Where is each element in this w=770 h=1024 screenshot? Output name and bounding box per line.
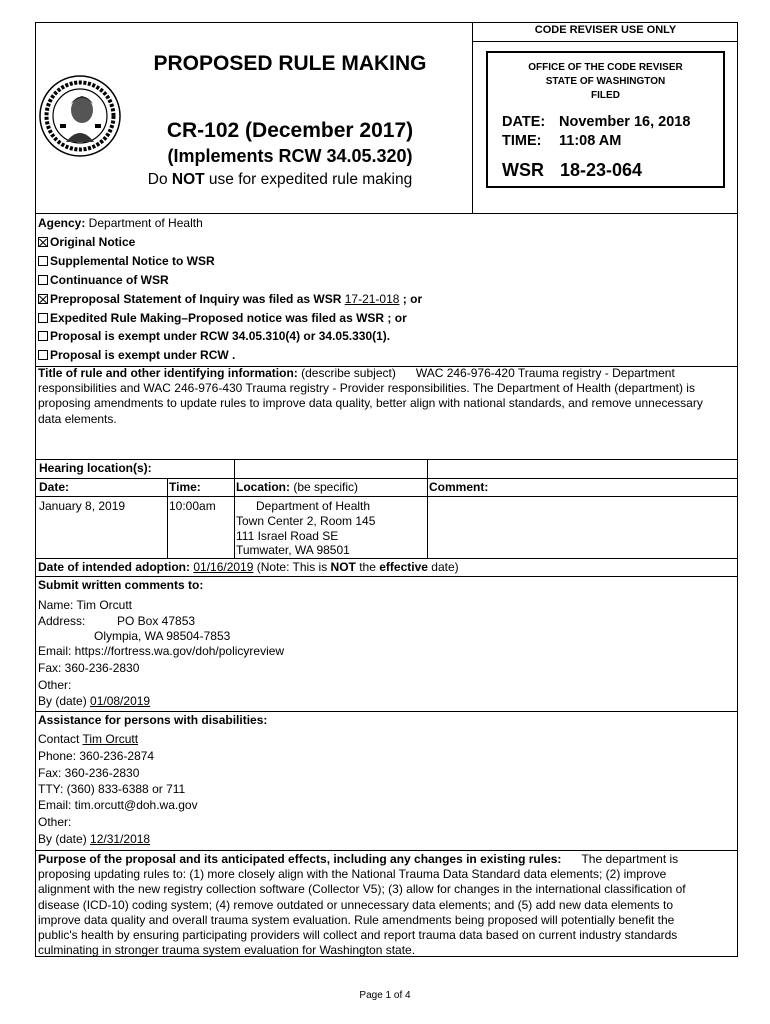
contact-label: Contact: [38, 732, 83, 746]
filing-office-line: OFFICE OF THE CODE REVISER: [528, 62, 683, 73]
checkbox-checked-icon[interactable]: [38, 294, 48, 304]
purpose-text: alignment with the new registry collection software (Collector V5); (3) allow for changes in the international classification of: [38, 882, 686, 897]
adoption-label: Date of intended adoption:: [38, 560, 190, 574]
header-divider: [472, 22, 473, 214]
assistance-email: Email: tim.orcutt@doh.wa.gov: [38, 798, 198, 812]
title-of-rule-text: proposing amendments to update rules to improve data quality, better align with national standards, and remove unnecessary: [38, 396, 703, 411]
hearing-col-date: Date:: [39, 480, 70, 494]
adoption-date: 01/16/2019: [193, 560, 254, 574]
form-title: PROPOSED RULE MAKING: [153, 52, 427, 75]
adoption-note: date): [427, 560, 459, 574]
checkbox-original-notice[interactable]: [38, 235, 135, 250]
form-note: [100, 171, 460, 189]
filing-time-label: TIME:: [502, 133, 542, 149]
filing-datetime: [502, 113, 690, 151]
checkbox-label: Supplemental Notice to WSR: [50, 254, 215, 268]
state-seal-icon: [38, 74, 122, 158]
checkbox-preproposal[interactable]: [38, 292, 422, 307]
page-number: Page 1 of 4: [359, 990, 411, 1001]
filing-date: November 16, 2018: [559, 114, 691, 130]
intended-adoption: [38, 560, 459, 575]
title-of-rule-text: WAC 246-976-420 Trauma registry - Department: [415, 366, 675, 380]
checkbox-label: Proposal is exempt under RCW 34.05.310(4) or 34.05.330(1).: [50, 329, 391, 343]
row-divider: [35, 576, 738, 577]
col-divider: [427, 459, 428, 558]
hearing-location-line: Department of Health: [256, 499, 371, 513]
comments-address-line: Olympia, WA 98504-7853: [94, 629, 231, 643]
checkbox-expedited[interactable]: [38, 311, 407, 326]
checkbox-label: Original Notice: [50, 235, 136, 249]
purpose-text: improve data quality and overall trauma system evaluation. Rule amendments being proposed will potentially benefit the: [38, 912, 675, 927]
assistance-phone: Phone: 360-236-2874: [38, 749, 155, 763]
comments-name: Name: Tim Orcutt: [38, 598, 133, 612]
wsr-number: 18-23-064: [560, 160, 643, 180]
purpose-text: proposing updating rules to: (1) more closely align with the National Trauma Data Standard data elements; (2) improve: [38, 867, 667, 882]
hearing-label: Hearing location(s):: [39, 461, 152, 475]
hearing-time: 10:00am: [169, 499, 216, 513]
row-divider: [35, 459, 738, 460]
by-date-value: 01/08/2019: [90, 694, 151, 708]
filing-time: 11:08 AM: [559, 133, 622, 149]
checkbox-label: Expedited Rule Making–Proposed notice was filed as WSR ; or: [50, 311, 407, 325]
comments-address-label: Address:: [38, 614, 86, 628]
comments-by-date: [38, 694, 150, 709]
checkbox-label: ; or: [399, 292, 423, 306]
by-date-label: By (date): [38, 832, 91, 846]
comments-fax: Fax: 360-236-2830: [38, 661, 140, 675]
adoption-note: (Note: This is: [253, 560, 331, 574]
adoption-note: the: [355, 560, 380, 574]
assistance-fax: Fax: 360-236-2830: [38, 766, 140, 780]
title-of-rule-text: responsibilities and WAC 246-976-430 Trauma registry - Provider responsibilities. The Department of Health (department) is: [38, 381, 695, 396]
assistance-label: Assistance for persons with disabilities:: [38, 713, 268, 727]
assistance-by-date: [38, 832, 150, 847]
adoption-note-emphasis: NOT: [330, 560, 356, 574]
filing-stamp-box: [486, 51, 725, 188]
filing-date-label: DATE:: [502, 114, 546, 130]
title-of-rule-text: data elements.: [38, 411, 117, 426]
hearing-col-location-hint: (be specific): [290, 480, 359, 494]
by-date-label: By (date): [38, 694, 91, 708]
code-reviser-rule: [473, 41, 738, 42]
purpose-text: culminating in stronger trauma system evaluation for Washington state.: [38, 943, 416, 958]
title-of-rule-hint: (describe subject): [297, 366, 396, 380]
checkbox-label: Preproposal Statement of Inquiry was filed as WSR: [50, 292, 345, 306]
row-divider: [35, 850, 738, 851]
title-of-rule-label: Title of rule and other identifying information:: [38, 366, 298, 380]
code-reviser-label: CODE REVISER USE ONLY: [534, 24, 677, 36]
by-date-value: 12/31/2018: [90, 832, 151, 846]
checkbox-exempt-rcw[interactable]: [38, 348, 235, 363]
checkbox-unchecked-icon[interactable]: [38, 313, 48, 323]
hearing-location-line: Tumwater, WA 98501: [236, 543, 350, 557]
purpose-section: [38, 852, 738, 958]
wsr-label: WSR: [502, 160, 544, 180]
filing-office-line: STATE OF WASHINGTON: [545, 76, 666, 87]
note-text: Do: [147, 171, 172, 188]
agency-value: Department of Health: [85, 216, 203, 230]
comments-address-line: PO Box 47853: [117, 614, 196, 628]
hearing-col-location-label: Location:: [236, 480, 290, 494]
checkbox-checked-icon[interactable]: [38, 237, 48, 247]
form-implements: (Implements RCW 34.05.320): [167, 146, 413, 166]
title-of-rule: [38, 366, 738, 427]
agency-row: [38, 216, 203, 231]
assistance-contact: [38, 732, 138, 747]
hearing-col-time: Time:: [169, 480, 201, 494]
filing-office: [488, 61, 723, 103]
hearing-location-line: 111 Israel Road SE: [236, 529, 339, 543]
purpose-text: public's health by ensuring participating providers will collect and report trauma data based on current industry standards: [38, 928, 678, 943]
wsr-link[interactable]: 17-21-018: [344, 292, 400, 306]
checkbox-unchecked-icon[interactable]: [38, 350, 48, 360]
assistance-tty: TTY: (360) 833-6388 or 711: [38, 782, 186, 796]
form-id: CR-102 (December 2017): [166, 119, 414, 142]
checkbox-label: Continuance of WSR: [50, 273, 169, 287]
hearing-col-comment: Comment:: [429, 480, 489, 494]
col-divider: [167, 478, 168, 558]
col-divider: [234, 459, 235, 558]
purpose-text: disease (ICD-10) coding system; (4) remove outdated or unnecessary data elements; and (5) add new data elements to: [38, 897, 673, 912]
comments-label: Submit written comments to:: [38, 578, 204, 592]
row-divider: [35, 558, 738, 559]
note-text: use for expedited rule making: [204, 171, 413, 188]
assistance-other: Other:: [38, 815, 72, 829]
checkbox-label: Proposal is exempt under RCW .: [50, 348, 236, 362]
purpose-text: The department is: [581, 852, 679, 866]
adoption-note-emphasis: effective: [379, 560, 428, 574]
purpose-label: Purpose of the proposal and its anticipated effects, including any changes in existing rules:: [38, 852, 562, 866]
note-emphasis: NOT: [171, 171, 205, 188]
checkbox-continuance[interactable]: [38, 273, 169, 288]
row-divider: [35, 711, 738, 712]
hearing-date: January 8, 2019: [39, 499, 126, 513]
comments-email: Email: https://fortress.wa.gov/doh/policyreview: [38, 644, 285, 658]
hearing-col-location: [236, 480, 358, 495]
filing-office-line: FILED: [591, 90, 620, 101]
filing-wsr: [502, 160, 642, 181]
checkbox-supplemental-notice[interactable]: [38, 254, 215, 269]
agency-label: Agency:: [38, 216, 86, 230]
checkbox-unchecked-icon[interactable]: [38, 256, 48, 266]
contact-name: Tim Orcutt: [82, 732, 139, 746]
comments-other: Other:: [38, 678, 72, 692]
checkbox-exempt-310[interactable]: [38, 329, 390, 344]
hearing-location-line: Town Center 2, Room 145: [236, 514, 376, 528]
row-divider: [35, 496, 738, 497]
row-divider: [35, 478, 738, 479]
checkbox-unchecked-icon[interactable]: [38, 275, 48, 285]
checkbox-unchecked-icon[interactable]: [38, 331, 48, 341]
